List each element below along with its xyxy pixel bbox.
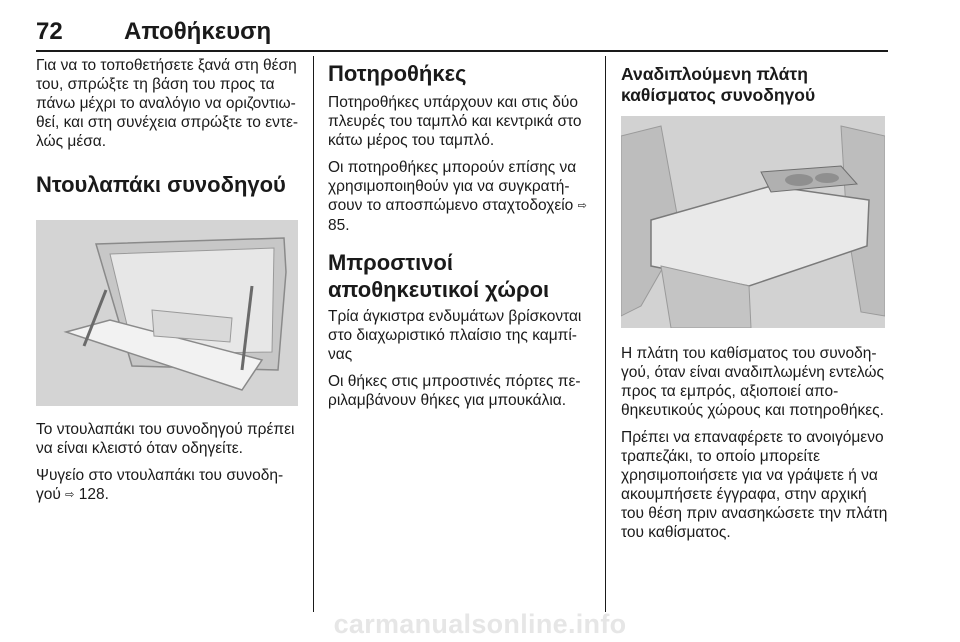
folding-seat-paragraph-1: Η πλάτη του καθίσματος του συνοδηγού, όταν είναι αναδιπλωμένη εντελώς προς τα εμπρός, αξιοποιεί αποθηκευτικούς χώρους και ποτηροθήκες. — [621, 345, 884, 419]
folding-seat-heading: Αναδιπλούμενη πλάτη καθίσματος συνοδηγού — [621, 64, 816, 105]
cooling-text: Ψυγείο στο ντουλαπάκι του συνοδηγού — [36, 467, 284, 503]
section-title: Αποθήκευση — [124, 18, 272, 45]
column-divider-2 — [605, 56, 606, 612]
front-storage-paragraph-1: Τρία άγκιστρα ενδυμάτων βρίσκονται στο διαχωριστικό πλαίσιο της καμπίνας — [328, 308, 582, 363]
cooling-page-reference[interactable]: 128. — [78, 486, 109, 503]
glovebox-drawing — [36, 220, 298, 406]
header-rule — [36, 50, 888, 52]
glovebox-cooling-paragraph — [36, 466, 300, 505]
watermark: carmanualsonline.info — [333, 609, 627, 639]
page-number: 72 — [36, 18, 63, 45]
front-storage-heading: Μπροστινοί αποθηκευτικοί χώροι — [328, 250, 550, 302]
column-3 — [621, 56, 889, 550]
ashtray-page-reference[interactable]: 85. — [328, 217, 350, 234]
intro-paragraph: Για να το τοποθετήσετε ξανά στη θέση του, σπρώξτε τη βάση του προς τα πάνω μέχρι το αναλόγιο να οριζοντιωθεί, και στη συνέχεια σπρώξτε το εντελώς μέσα. — [36, 57, 299, 150]
glovebox-heading: Ντουλαπάκι συνοδηγού — [36, 172, 286, 197]
cupholders-paragraph-2 — [328, 158, 590, 235]
column-divider-1 — [313, 56, 314, 612]
glovebox-illustration — [36, 220, 298, 406]
cupholders-heading: Ποτηροθήκες — [328, 61, 467, 86]
page-reference-arrow-icon: ⇨ — [577, 200, 587, 212]
page-reference-arrow-icon: ⇨ — [65, 489, 75, 501]
column-2 — [328, 56, 590, 418]
glovebox-caption: Το ντουλαπάκι του συνοδηγού πρέπει να είναι κλειστό όταν οδηγείτε. — [36, 421, 295, 457]
cupholders-paragraph-1: Ποτηροθήκες υπάρχουν και στις δύο πλευρές του ταμπλό και κεντρικά στο κάτω μέρος του ταμπλό. — [328, 94, 582, 149]
cupholders-ashtray-text: Οι ποτηροθήκες μπορούν επίσης να χρησιμοποιηθούν για να συγκρατήσουν το αποσπώμενο σταχτοδοχείο — [328, 159, 577, 214]
folding-seat-illustration — [621, 116, 885, 328]
column-1 — [36, 56, 300, 513]
page-header — [36, 18, 888, 50]
front-storage-paragraph-2: Οι θήκες στις μπροστινές πόρτες περιλαμβάνουν θήκες για μπουκάλια. — [328, 373, 581, 409]
folding-seat-paragraph-2: Πρέπει να επαναφέρετε το ανοιγόμενο τραπεζάκι, το οποίο μπορείτε χρησιμοποιήσετε για να γράψετε ή να ακουμπήσετε έγγραφα, στην αρχική του θέση πριν ανασηκώσετε την πλάτη του καθίσματος. — [621, 429, 888, 541]
folding-seat-drawing — [621, 116, 885, 328]
